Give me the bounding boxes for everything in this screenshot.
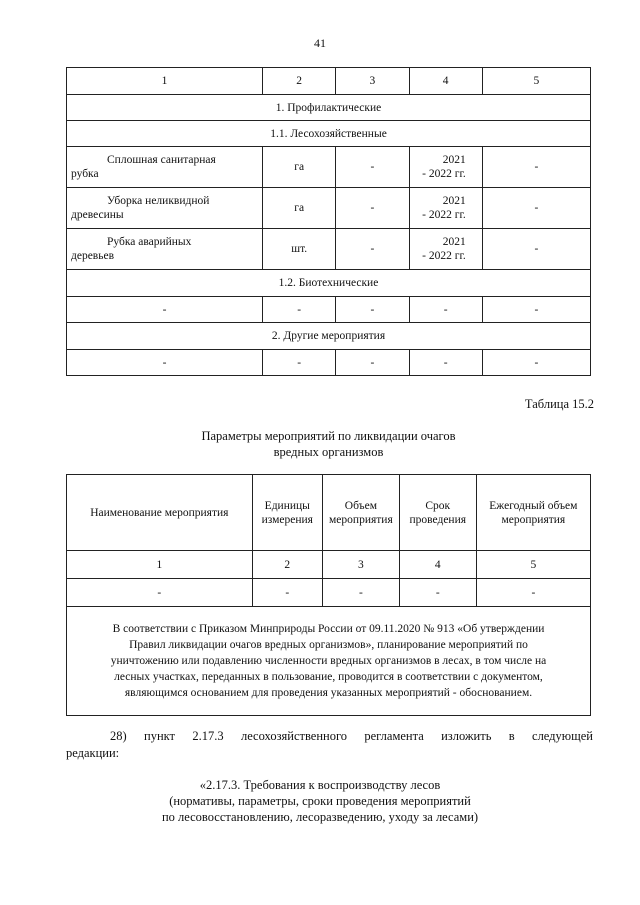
header-cell: Срок проведения [399,475,476,551]
term-cell: 2021 - 2022 гг. [409,147,482,188]
dash-cell: - [67,579,253,607]
table-row [67,350,591,376]
dash-cell: - [476,579,590,607]
dash-cell: - [482,297,590,323]
annual-cell: - [482,147,590,188]
volume-cell: - [336,229,409,270]
dash-cell: - [263,297,336,323]
header-cell: Объем мероприятия [322,475,399,551]
unit-cell: шт. [263,229,336,270]
measure-name: Уборка неликвидной древесины [67,188,263,229]
section-heading-quote: «2.17.3. Требования к воспроизводству лесов (нормативы, параметры, сроки проведения мероприятий по лесовосстановлению, лесоразведению, уходу за лесами) [161,778,479,824]
measure-name: Сплошная санитарная рубка [67,147,263,188]
dash-cell: - [252,579,322,607]
dash-cell: - [409,297,482,323]
table-row [67,579,591,607]
header-cell: Единицы измерения [252,475,322,551]
table-row [67,188,591,229]
table-header-row [67,475,591,551]
table-row [67,297,591,323]
pest-control-table [66,474,591,716]
measure-name: Рубка аварийных деревьев [67,229,263,270]
dash-cell: - [336,350,409,376]
annual-cell: - [482,229,590,270]
header-cell: 1 [67,68,263,95]
dash-cell: - [399,579,476,607]
subsection-heading: 1.2. Биотехнические [67,270,591,297]
header-cell: Ежегодный объем мероприятия [476,475,590,551]
number-cell: 5 [476,551,590,579]
header-cell: 3 [336,68,409,95]
table-header-row [67,68,591,95]
annual-cell: - [482,188,590,229]
dash-cell: - [322,579,399,607]
table-row [67,229,591,270]
section-heading: 1. Профилактические [67,95,591,121]
volume-cell: - [336,147,409,188]
amendment-paragraph: 28) пункт 2.17.3 лесохозяйственного регламента изложить в следующей редакции: [66,729,593,760]
header-cell: 5 [482,68,590,95]
header-cell: 2 [263,68,336,95]
section-heading: 2. Другие мероприятия [67,323,591,350]
dash-cell: - [409,350,482,376]
number-cell: 4 [399,551,476,579]
dash-cell: - [482,350,590,376]
dash-cell: - [67,297,263,323]
number-cell: 1 [67,551,253,579]
table-note: В соответствии с Приказом Минприроды России от 09.11.2020 № 913 «Об утверждении Правил ликвидации очагов вредных организмов», планирование мероприятий по уничтожению или подавлению численности вредных организмов в лесах, в том числе на лесных участках, переданных в пользование, проводится в соответствии с документом, являющимся основанием для проведения указанных мероприятий - обоснованием. [67,607,591,716]
header-cell: Наименование мероприятия [67,475,253,551]
table-row [67,147,591,188]
term-cell: 2021 - 2022 гг. [409,188,482,229]
table-row [67,551,591,579]
measures-table [66,67,591,376]
header-cell: 4 [409,68,482,95]
table-label: Таблица 15.2 [524,397,594,411]
volume-cell: - [336,188,409,229]
number-cell: 2 [252,551,322,579]
dash-cell: - [263,350,336,376]
unit-cell: га [263,147,336,188]
number-cell: 3 [322,551,399,579]
table-title: Параметры мероприятий по ликвидации очагов вредных организмов [201,429,456,459]
unit-cell: га [263,188,336,229]
dash-cell: - [336,297,409,323]
term-cell: 2021 - 2022 гг. [409,229,482,270]
dash-cell: - [67,350,263,376]
page-number: 41 [314,36,326,50]
subsection-heading: 1.1. Лесохозяйственные [67,121,591,147]
